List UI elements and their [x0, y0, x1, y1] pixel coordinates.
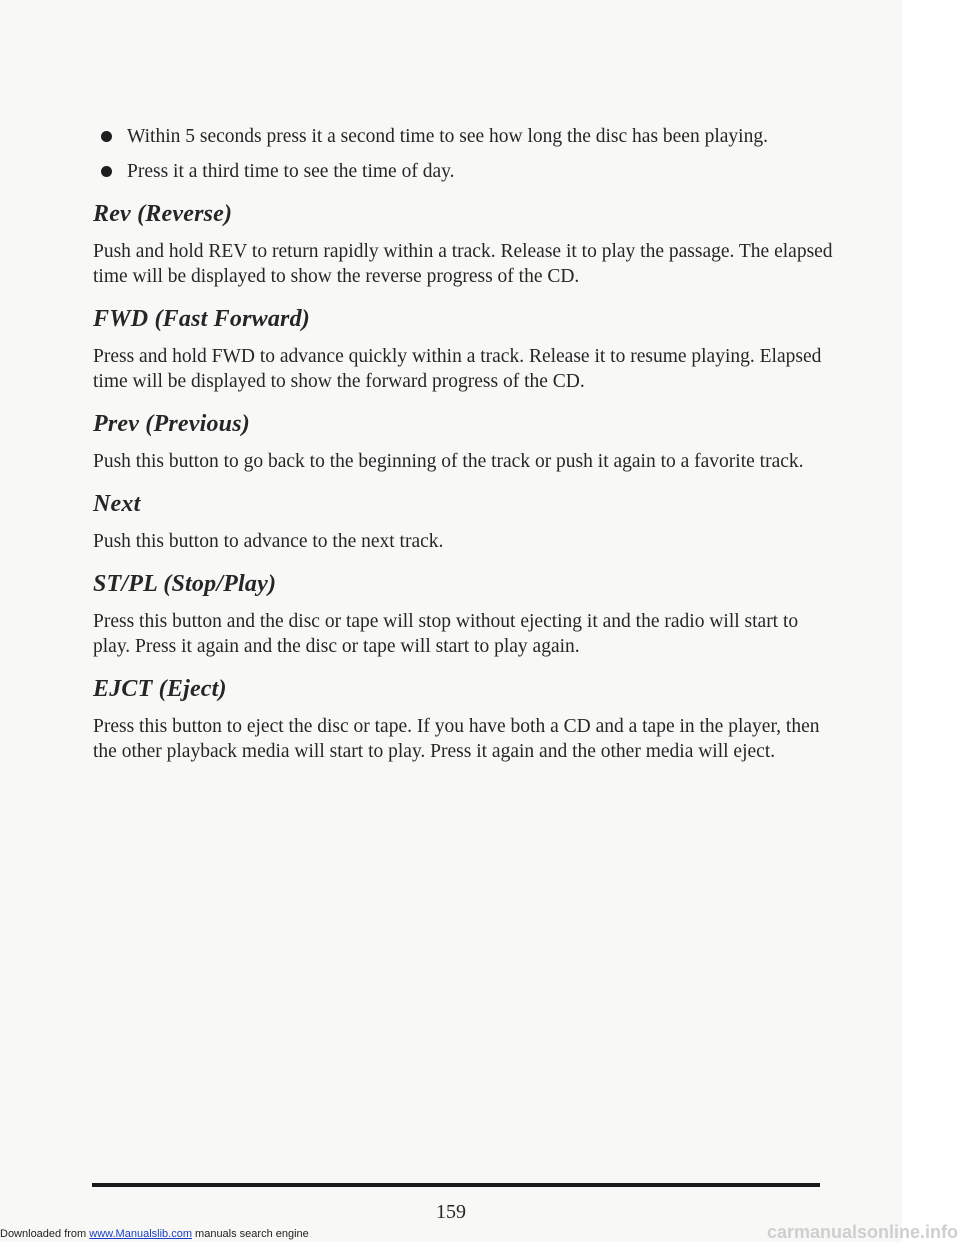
section-next	[93, 489, 833, 554]
section-body: Push this button to go back to the beginning of the track or push it again to a favorite track.	[93, 451, 804, 472]
list-item	[93, 159, 833, 184]
section-body: Press this button and the disc or tape will stop without ejecting it and the radio will start to play. Press it again and the disc or tape will start to play again.	[93, 611, 799, 657]
bullet-icon	[101, 166, 112, 177]
section-body: Push this button to advance to the next track.	[93, 531, 444, 552]
section-fwd	[93, 304, 833, 394]
section-heading: ST/PL (Stop/Play)	[93, 571, 277, 597]
download-suffix: manuals search engine	[191, 1228, 309, 1240]
section-body: Push and hold REV to return rapidly within a track. Release it to play the passage. The elapsed time will be displayed to show the reverse progress of the CD.	[93, 241, 833, 287]
section-rev	[93, 199, 833, 289]
section-eject	[93, 674, 833, 764]
download-source-line	[0, 1227, 309, 1241]
section-body: Press this button to eject the disc or tape. If you have both a CD and a tape in the player, then the other playback media will start to play. Press it again and the other media will eject.	[93, 716, 820, 762]
section-stop-play	[93, 569, 833, 659]
bullet-icon	[101, 131, 112, 142]
site-watermark: carmanualsonline.info	[766, 1222, 958, 1242]
page-content	[93, 124, 833, 764]
section-body: Press and hold FWD to advance quickly within a track. Release it to resume playing. Elapsed time will be displayed to show the forward progress of the CD.	[93, 346, 822, 392]
section-heading: FWD (Fast Forward)	[93, 306, 310, 332]
section-prev	[93, 409, 833, 474]
manualslib-link[interactable]: www.Manualslib.com	[89, 1228, 192, 1240]
section-heading: Next	[93, 491, 141, 517]
list-item	[93, 124, 833, 149]
bullet-list	[93, 124, 833, 184]
download-prefix: Downloaded from	[0, 1228, 90, 1240]
footer-divider	[92, 1183, 820, 1187]
section-heading: Prev (Previous)	[93, 411, 250, 437]
section-heading: Rev (Reverse)	[93, 201, 233, 227]
bullet-text: Press it a third time to see the time of day.	[127, 161, 455, 182]
page-number: 159	[436, 1201, 466, 1223]
bullet-text: Within 5 seconds press it a second time to see how long the disc has been playing.	[127, 126, 768, 147]
section-heading: EJCT (Eject)	[93, 676, 227, 702]
